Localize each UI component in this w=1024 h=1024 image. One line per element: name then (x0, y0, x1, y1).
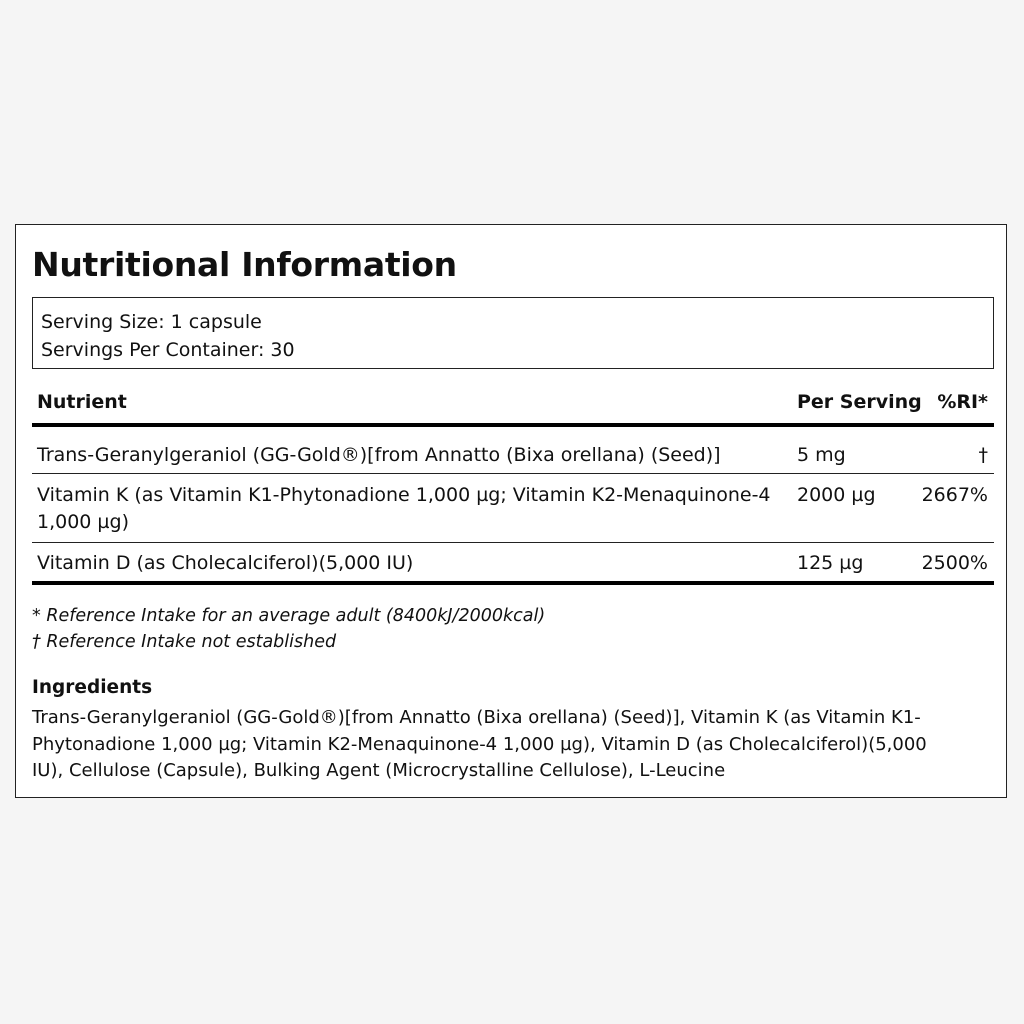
table-row (32, 474, 994, 543)
nutrient-name: Vitamin K (as Vitamin K1-Phytonadione 1,000 µg; Vitamin K2-Menaquinone-4 1,000 µg) (37, 484, 771, 533)
nutrient-table (32, 385, 994, 585)
per-serving-value: 2000 µg (797, 484, 876, 506)
nutrition-panel (15, 224, 1007, 798)
per-serving-value: 5 mg (797, 444, 846, 466)
table-row (32, 427, 994, 474)
table-header-row (32, 385, 994, 427)
servings-per-container: Servings Per Container: 30 (41, 339, 295, 361)
header-per-serving: Per Serving (797, 391, 922, 413)
table-row (32, 543, 994, 585)
serving-size: Serving Size: 1 capsule (41, 311, 262, 333)
ingredients-heading: Ingredients (32, 677, 153, 698)
ri-value: † (978, 444, 988, 466)
per-serving-value: 125 µg (797, 552, 864, 574)
serving-info-box (32, 297, 994, 369)
ingredients-text: Trans-Geranylgeraniol (GG-Gold®)[from Annatto (Bixa orellana) (Seed)], Vitamin K (as Vitamin K1-Phytonadione 1,000 µg; Vitamin K2-Menaquinone-4 1,000 µg), Vitamin D (as Cholecalciferol)(5,000 IU), Cellulose (Capsule), Bulking Agent (Microcrystalline Cellulose), L-Leucine (32, 707, 927, 781)
ri-value: 2667% (921, 484, 988, 506)
footnotes (32, 603, 545, 655)
nutrient-name: Vitamin D (as Cholecalciferol)(5,000 IU) (37, 552, 414, 574)
ri-footnote: * Reference Intake for an average adult (8400kJ/2000kcal) (32, 606, 546, 626)
header-ri: %RI* (937, 391, 988, 413)
nutrient-name: Trans-Geranylgeraniol (GG-Gold®)[from Annatto (Bixa orellana) (Seed)] (37, 444, 721, 466)
dagger-footnote: † Reference Intake not established (32, 632, 337, 652)
panel-title: Nutritional Information (32, 245, 457, 284)
header-nutrient: Nutrient (37, 391, 127, 413)
ri-value: 2500% (921, 552, 988, 574)
